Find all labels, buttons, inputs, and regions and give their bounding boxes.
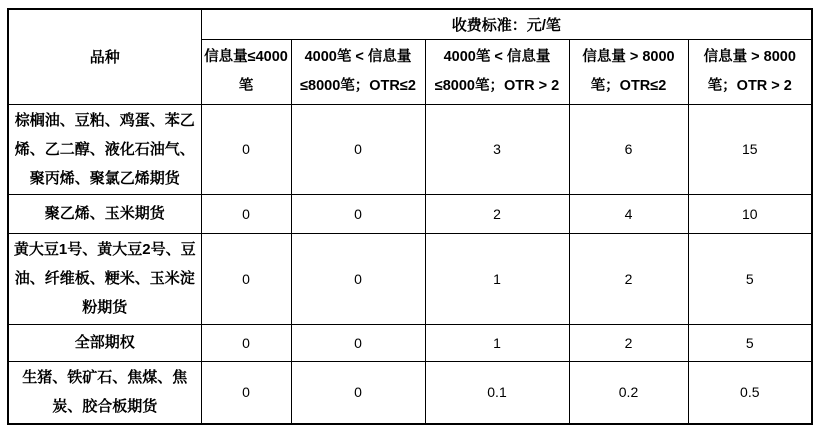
cell-value: 2 [569, 233, 688, 324]
cell-value: 0 [201, 194, 291, 233]
table-row [8, 324, 812, 361]
column-header-tier1-line1: 信息量≤4000 [204, 48, 288, 65]
table-row [8, 104, 812, 194]
cell-value: 6 [569, 104, 688, 194]
cell-value: 3 [425, 104, 569, 194]
column-header-tier5-line2: 笔；OTR > 2 [707, 77, 792, 94]
column-header-tier1-line2: 笔 [238, 77, 254, 94]
cell-value: 0 [291, 104, 425, 194]
column-header-tier5-line1: 信息量 > 8000 [703, 48, 796, 65]
column-header-tier3-line2: ≤8000笔；OTR > 2 [434, 77, 560, 94]
row-label-palm-oil-group: 棕榈油、豆粕、鸡蛋、苯乙烯、乙二醇、液化石油气、聚丙烯、聚氯乙烯期货 [8, 104, 201, 194]
cell-value: 0 [291, 233, 425, 324]
cell-value: 0 [201, 361, 291, 424]
fee-schedule-table [7, 8, 813, 425]
cell-value: 0.2 [569, 361, 688, 424]
fee-standard-header: 收费标准：元/笔 [201, 9, 812, 39]
cell-value: 0 [291, 361, 425, 424]
column-header-tier5 [688, 39, 812, 104]
cell-value: 0 [201, 104, 291, 194]
column-header-tier4-line2: 笔；OTR≤2 [590, 77, 667, 94]
cell-value: 4 [569, 194, 688, 233]
cell-value: 1 [425, 324, 569, 361]
cell-value: 0 [291, 324, 425, 361]
column-header-tier1 [201, 39, 291, 104]
fee-table-container [7, 8, 813, 425]
column-header-tier4-line1: 信息量 > 8000 [582, 48, 675, 65]
column-header-tier2 [291, 39, 425, 104]
row-label-hog-iron-ore-group: 生猪、铁矿石、焦煤、焦炭、胶合板期货 [8, 361, 201, 424]
cell-value: 0 [291, 194, 425, 233]
column-header-tier3-line1: 4000笔 < 信息量 [443, 48, 551, 65]
corner-variety-header: 品种 [8, 9, 201, 104]
column-header-tier2-line2: ≤8000笔；OTR≤2 [300, 77, 416, 94]
row-label-polyethylene-corn: 聚乙烯、玉米期货 [8, 194, 201, 233]
cell-value: 0.5 [688, 361, 812, 424]
cell-value: 0.1 [425, 361, 569, 424]
column-header-tier4 [569, 39, 688, 104]
column-header-tier3 [425, 39, 569, 104]
cell-value: 5 [688, 324, 812, 361]
table-row [8, 361, 812, 424]
cell-value: 10 [688, 194, 812, 233]
column-header-tier2-line1: 4000笔 < 信息量 [304, 48, 412, 65]
cell-value: 1 [425, 233, 569, 324]
cell-value: 0 [201, 324, 291, 361]
row-label-soybean-group: 黄大豆1号、黄大豆2号、豆油、纤维板、粳米、玉米淀粉期货 [8, 233, 201, 324]
row-label-all-options: 全部期权 [8, 324, 201, 361]
cell-value: 2 [569, 324, 688, 361]
cell-value: 15 [688, 104, 812, 194]
cell-value: 2 [425, 194, 569, 233]
cell-value: 5 [688, 233, 812, 324]
table-row [8, 233, 812, 324]
table-row [8, 194, 812, 233]
cell-value: 0 [201, 233, 291, 324]
